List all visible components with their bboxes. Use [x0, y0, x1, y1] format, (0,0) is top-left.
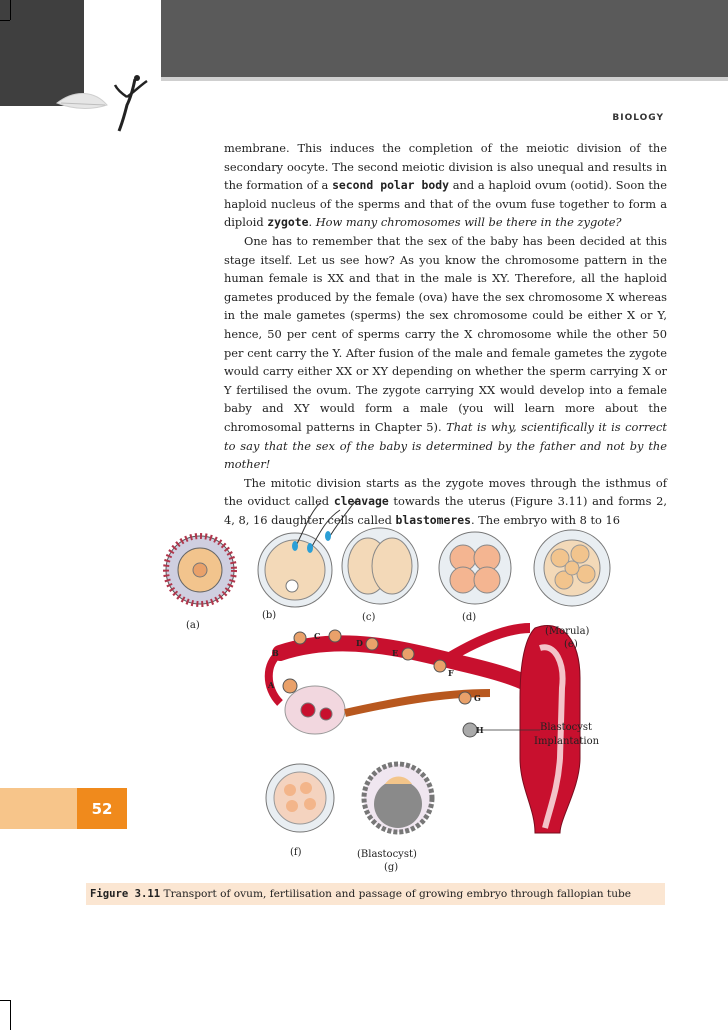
figure-number: Figure 3.11: [90, 888, 161, 900]
stage-c-two-cell: [342, 528, 418, 604]
label-e: (e): [564, 639, 578, 650]
label-b: (b): [262, 610, 277, 621]
reproduction-diagram: [140, 488, 660, 878]
page-number: 52: [77, 788, 127, 829]
label-morula: (Morula): [545, 626, 590, 637]
marker-letter: H: [476, 725, 484, 735]
marker-letter: G: [474, 693, 481, 703]
page-number-strip: [0, 788, 77, 829]
marker-letter: B: [272, 648, 279, 658]
stage-a-ovum: [166, 536, 234, 604]
marker-letter: E: [392, 648, 399, 658]
label-blastocyst: (Blastocyst): [357, 849, 417, 860]
label-blastocyst-implantation: Implantation: [534, 736, 600, 747]
stage-e-morula: [534, 530, 610, 606]
label-blastocyst-implantation: Blastocyst: [540, 722, 593, 733]
bold-term: blastomeres: [395, 512, 471, 527]
italic-text: How many chromosomes will be there in the zygote?: [315, 215, 622, 230]
bold-term: zygote: [267, 215, 309, 230]
header-bar: [161, 0, 728, 77]
figure-caption: [86, 883, 665, 905]
marker-letter: D: [356, 638, 363, 648]
label-f: (f): [290, 847, 302, 858]
label-c: (c): [362, 612, 376, 623]
body-text: [224, 139, 667, 529]
stage-f: [266, 764, 334, 832]
crop-mark: [0, 1000, 10, 1001]
text-run: membrane. This induces the completion of the meiotic division of the secondary oocyte. The second meiotic division is also unequal and results in the formation of a: [224, 141, 667, 193]
paragraph: [224, 232, 667, 474]
paragraph: [224, 139, 667, 232]
label-d: (d): [462, 612, 477, 623]
stage-d-four-cell: [439, 532, 511, 604]
marker-letter: A: [268, 680, 275, 690]
subject-header: BIOLOGY: [612, 113, 664, 123]
text-run: One has to remember that the sex of the baby has been decided at this stage itself. Let us see how? As you know the chromosome pattern in the human female is XX and that in the male is XY. Therefore, all the haploid gametes produced by the female (ova) have the sex chromosome X whereas in the male gametes (sperms) the sex chromosome could be either X or Y, hence, 50 per cent of sperms carry the X chromosome while the other 50 per cent carry the Y. After fusion of the male and female gametes the zygote would carry either XX or XY depending on whether the sperm carrying X or Y fertilised the ovum. The zygote carrying XX would develop into a female baby and XY would form a male (you will learn more about the chromosomal patterns in Chapter 5).: [224, 233, 667, 434]
marker-letter: F: [448, 668, 454, 678]
italic-text: That is why, scientifically it is correct to say that the sex of the baby is determined by the father and not by the mother!: [224, 419, 667, 472]
crop-mark: [10, 0, 11, 20]
header-bar-shadow: [161, 77, 728, 81]
text-run: and a haploid ovum (ootid). Soon the haploid nucleus of the sperms and that of the ovum fuse together to form a diploid: [224, 178, 667, 230]
text-run: . The embryo with 8 to 16: [470, 512, 621, 527]
label-a: (a): [186, 620, 200, 631]
label-g: (g): [384, 862, 399, 873]
stage-b-fertilisation: [258, 498, 358, 607]
bold-term: cleavage: [333, 494, 389, 509]
text-run: towards the uterus (Figure 3.11) and forms 2, 4, 8, 16 daughter cells called: [224, 494, 667, 527]
crop-mark: [10, 1000, 11, 1030]
marker-letter: C: [314, 631, 321, 641]
text-run: .: [308, 215, 316, 230]
bold-term: second polar body: [332, 178, 449, 193]
feather-figure-logo: [55, 75, 155, 135]
text-run: The mitotic division starts as the zygote moves through the isthmus of the oviduct called: [224, 475, 667, 509]
crop-mark: [0, 20, 10, 21]
figure-3-11: [140, 488, 660, 878]
stage-g-blastocyst: [364, 764, 432, 832]
figure-caption-text: Transport of ovum, fertilisation and passage of growing embryo through fallopian tube: [160, 888, 632, 900]
